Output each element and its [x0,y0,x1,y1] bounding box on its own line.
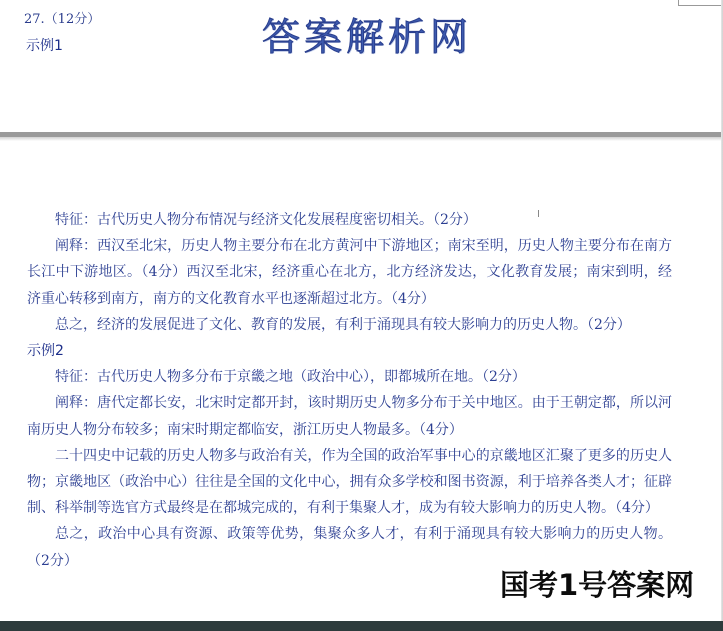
bottom-bar [0,621,723,631]
paragraph-detail-2: 二十四史中记载的历史人物多与政治有关，作为全国的政治军事中心的京畿地区汇聚了更多的历史人物；京畿地区（政治中心）往往是全国的文化中心，拥有众多学校和图书资源，利于培养各类人才；征辟制、科举制等选官方式最终是在都城完成的，有利于集聚人才，成为有较大影响力的历史人物。（4分） [27,447,672,517]
paragraph-summary-2: 总之，政治中心具有资源、政策等优势，集聚众多人才，有利于涌现具有较大影响力的历史人物。（2分） [27,526,672,569]
paragraph-explanation-2: 阐释：唐代定都长安，北宋时定都开封，该时期历史人物多分布于关中地区。由于王朝定都，所以河南历史人物分布较多；南宋时期定都临安，浙江历史人物最多。（4分） [27,395,672,438]
question-number: 27.（12分） [24,12,101,27]
previous-page-area [0,0,723,132]
paragraph-feature-1: 特征：古代历史人物分布情况与经济文化发展程度密切相关。（2分） [55,212,477,228]
corner-tab [678,0,723,6]
page-separator-shadow [0,137,723,141]
example-1-label: 示例1 [26,38,63,54]
watermark-stamp: 国考1号答案网 [500,563,694,604]
example-2-label: 示例2 [27,343,64,360]
paragraph-summary-1: 总之，经济的发展促进了文化、教育的发展，有利于涌现具有较大影响力的历史人物。（2分） [55,316,631,333]
paragraph-explanation-1: 阐释：西汉至北宋，历史人物主要分布在北方黄河中下游地区；南宋至明，历史人物主要分布在南方长江中下游地区。（4分）西汉至北宋，经济重心在北方，北方经济发达，文化教育发展；南宋到明，经济重心转移到南方，南方的文化教育水平也逐渐超过北方。（4分） [27,238,672,307]
answer-content [27,207,672,574]
paragraph-feature-2: 特征：古代历史人物多分布于京畿之地（政治中心），即都城所在地。（2分） [55,369,526,386]
watermark-title: 答案解析网 [262,15,473,59]
